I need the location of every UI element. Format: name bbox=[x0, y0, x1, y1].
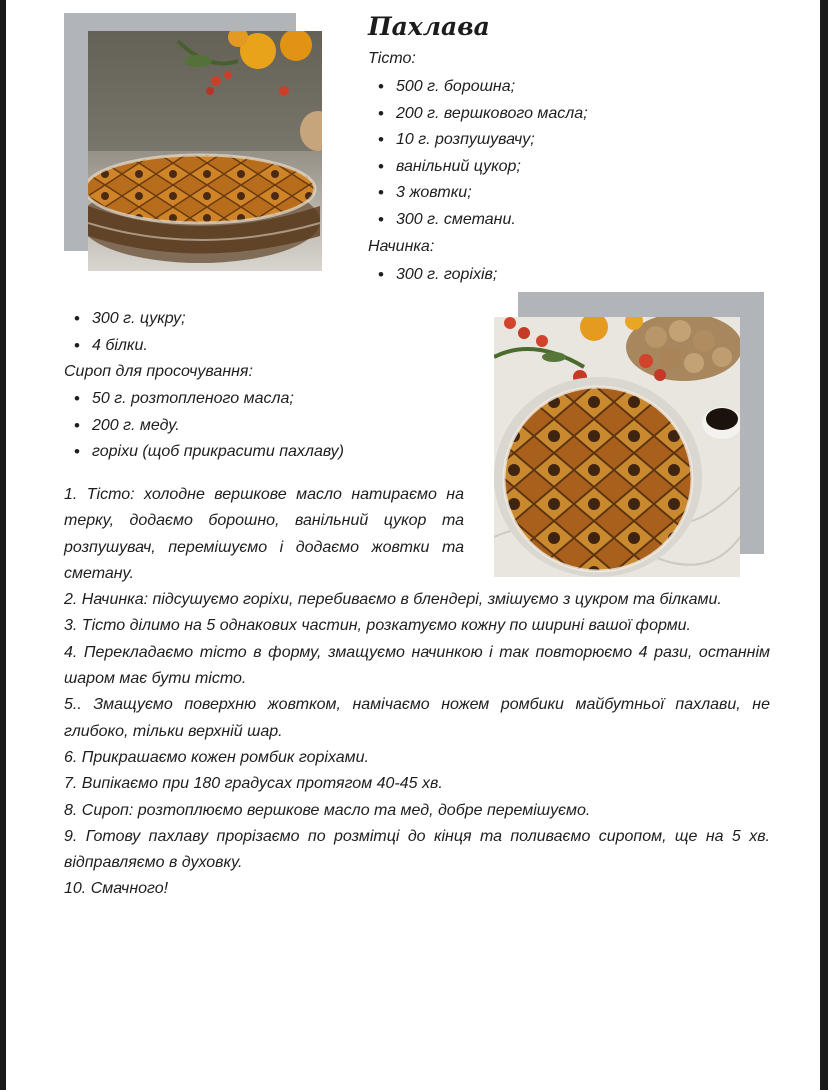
filling-ingredients-first bbox=[368, 262, 497, 289]
step-item: 10. Смачного! bbox=[64, 880, 169, 898]
step-item: 7. Випікаємо при 180 градусах протягом 40-45 хв. bbox=[64, 775, 443, 793]
ingredient-item: • 500 г. борошна; bbox=[368, 74, 588, 101]
ingredient-item: • ванільний цукор; bbox=[368, 154, 588, 181]
instruction-steps bbox=[64, 482, 770, 903]
step-item: 8. Сироп: розтоплюємо вершкове масло та мед, добре перемішуємо. bbox=[64, 801, 591, 819]
ingredient-item: • 3 жовтки; bbox=[368, 180, 588, 207]
step-item: 1. Тісто: холодне вершкове масло натираємо на терку, додаємо борошно, ванільний цукор та розпушувач, перемішуємо і додаємо жовтки та сметану. bbox=[64, 486, 464, 582]
ingredient-item: • 300 г. горіхів; bbox=[368, 262, 497, 289]
ingredient-item: • 10 г. розпушувачу; bbox=[368, 127, 588, 154]
step-item: 3. Тісто ділимо на 5 однакових частин, розкатуємо кожну по ширині вашої форми. bbox=[64, 617, 691, 635]
syrup-ingredients bbox=[64, 386, 344, 466]
step-item: 9. Готову пахлаву прорізаємо по розмітці до кінця та поливаємо сиропом, ще на 5 хв. відправляємо в духовку. bbox=[64, 827, 770, 872]
dough-ingredients bbox=[368, 74, 588, 233]
filling-ingredients-rest bbox=[64, 306, 186, 359]
syrup-heading: Сироп для просочування: bbox=[64, 363, 253, 380]
ingredient-item: • горіхи (щоб прикрасити пахлаву) bbox=[64, 439, 344, 466]
step-item: 2. Начинка: підсушуємо горіхи, перебиваємо в блендері, змішуємо з цукром та білками. bbox=[64, 591, 722, 609]
step-item: 6. Прикрашаємо кожен ромбик горіхами. bbox=[64, 748, 369, 766]
filling-heading: Начинка: bbox=[368, 238, 435, 255]
dough-heading: Тісто: bbox=[368, 50, 416, 67]
ingredient-item: • 200 г. вершкового масла; bbox=[368, 101, 588, 128]
ingredient-item: • 300 г. цукру; bbox=[64, 306, 186, 333]
ingredient-item: • 50 г. розтопленого масла; bbox=[64, 386, 344, 413]
ingredient-item: • 200 г. меду. bbox=[64, 413, 344, 440]
recipe-page bbox=[6, 0, 820, 1090]
recipe-title: Пахлава bbox=[368, 12, 490, 41]
ingredient-item: • 4 білки. bbox=[64, 333, 186, 360]
ingredient-item: • 300 г. сметани. bbox=[368, 207, 588, 234]
step-item: 5.. Змащуємо поверхню жовтком, намічаємо ножем ромбики майбутньої пахлави, не глибоко, тільки верхній шар. bbox=[64, 696, 770, 740]
step-item: 4. Перекладаємо тісто в форму, змащуємо начинкою і так повторюємо 4 рази, останнім шаром має бути тісто. bbox=[64, 643, 770, 688]
baklava-photo-top bbox=[88, 31, 322, 271]
